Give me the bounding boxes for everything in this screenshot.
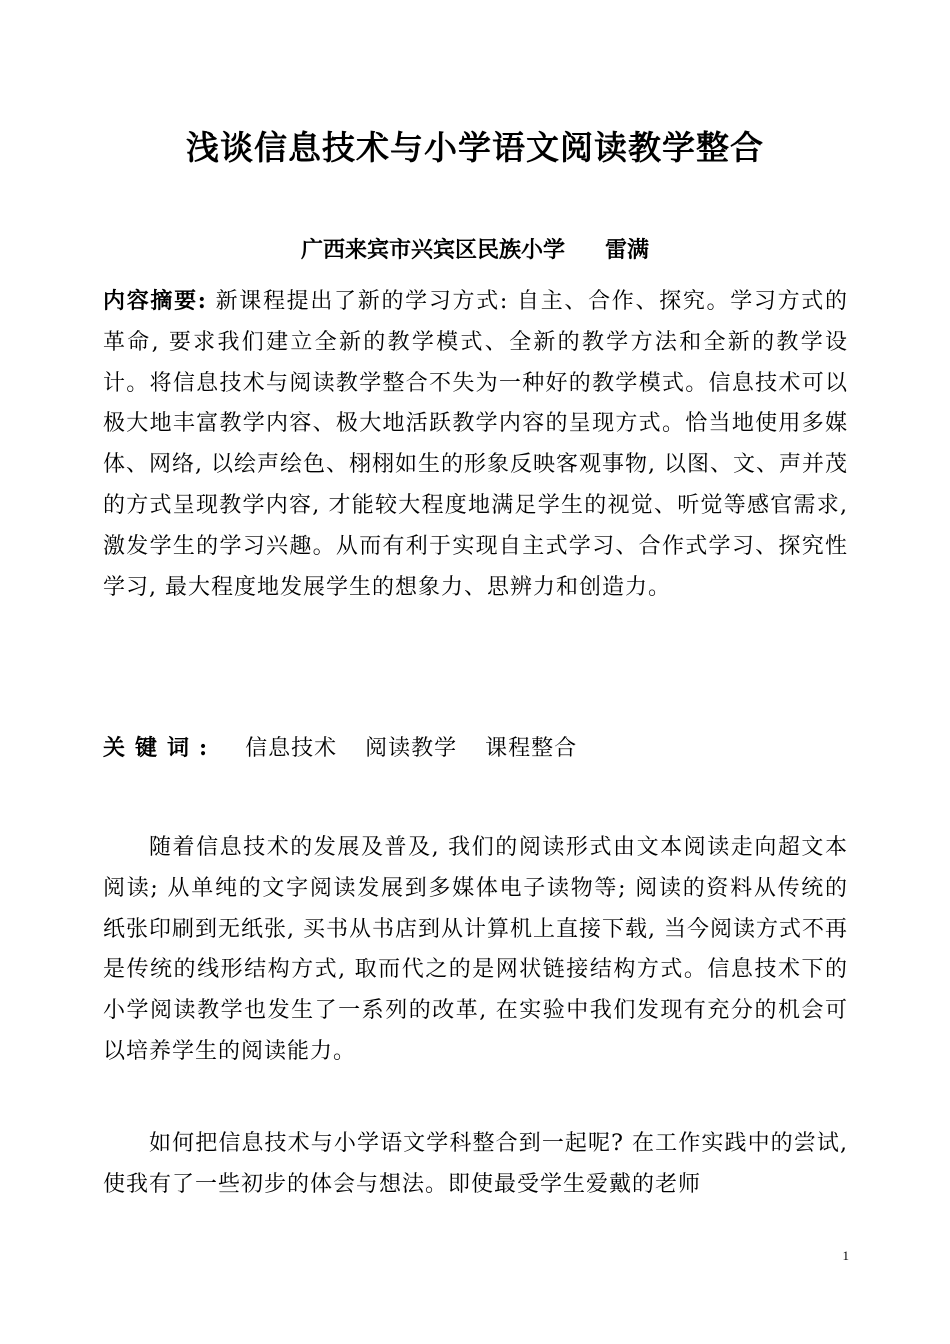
page-number: 1 xyxy=(842,1248,849,1263)
document-title: 浅谈信息技术与小学语文阅读教学整合 xyxy=(186,128,764,167)
author-affiliation: 广西来宾市兴宾区民族小学 xyxy=(300,237,565,263)
keywords-label: 关键词: xyxy=(103,735,218,761)
keyword-item: 信息技术 xyxy=(245,736,338,761)
keyword-item: 课程整合 xyxy=(485,736,578,761)
abstract-label: 内容摘要: xyxy=(103,288,207,314)
keywords xyxy=(103,728,848,770)
abstract-text: 新课程提出了新的学习方式: 自主、合作、探究。学习方式的革命, 要求我们建立全新的教学模式、全新的教学方法和全新的教学设计。将信息技术与阅读教学整合不失为一种好的教学模式。信息技术可以极大地丰富教学内容、极大地活跃教学内容的呈现方式。恰当地使用多媒体、网络, 以绘声绘色、栩栩如生的形象反映客观事物, 以图、文、声并茂的方式呈现教学内容, 才能较大程度地满足学生的视觉、听觉等感官需求, 激发学生的学习兴趣。从而有利于实现自主式学习、合作式学习、探究性学习, 最大程度地发展学生的想象力、思辨力和创造力。 xyxy=(103,289,849,600)
author-name: 雷满 xyxy=(605,237,650,263)
keyword-item: 阅读教学 xyxy=(365,736,458,761)
byline xyxy=(0,230,950,270)
body-paragraph: 随着信息技术的发展及普及, 我们的阅读形式由文本阅读走向超文本阅读; 从单纯的文字阅读发展到多媒体电子读物等; 阅读的资料从传统的纸张印刷到无纸张, 买书从书店到从计算机上直接下载, 当今阅读方式不再是传统的线形结构方式, 取而代之的是网状链接结构方式。信息技术下的小学阅读教学也发生了一系列的改革, 在实验中我们发现有充分的机会可以培养学生的阅读能力。 xyxy=(103,835,848,1064)
abstract xyxy=(103,281,848,608)
body-paragraph: 如何把信息技术与小学语文学科整合到一起呢? 在工作实践中的尝试, 使我有了一些初步的体会与想法。即使最受学生爱戴的老师 xyxy=(103,1131,848,1197)
